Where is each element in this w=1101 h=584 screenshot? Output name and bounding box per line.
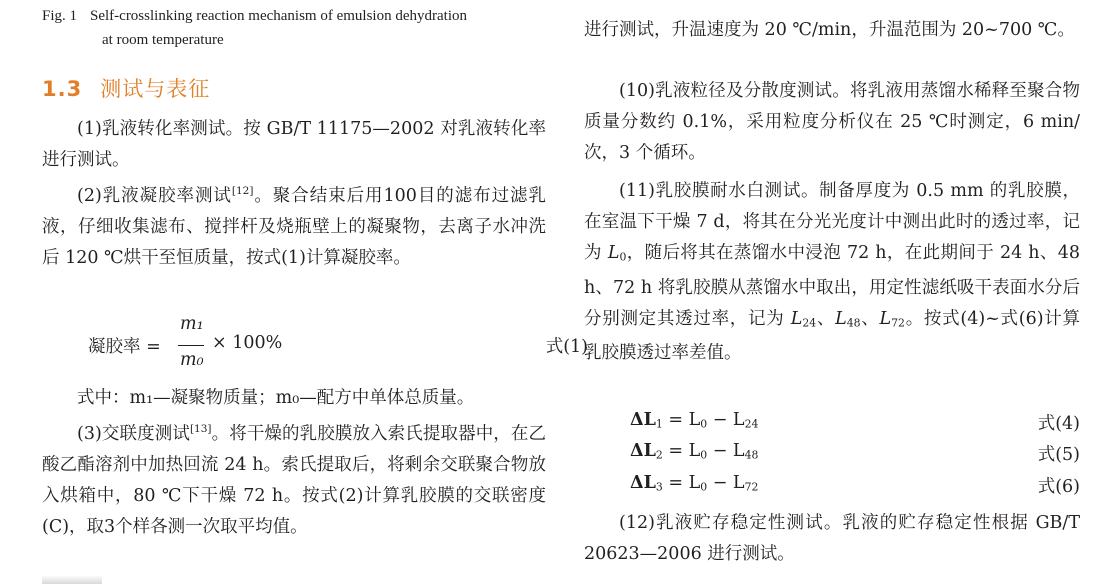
eq4-tag: 式(4) bbox=[1037, 414, 1080, 434]
equation-5: $\Delta L_2 = L_0 - L_{48}$ 式(5) bbox=[630, 441, 1080, 465]
equation-6: $\Delta L_3 = L_0 - L_{72}$ 式(6) bbox=[630, 473, 1080, 497]
paragraph-gel-rate bbox=[42, 176, 546, 274]
clipped-footer-text bbox=[42, 575, 102, 584]
eq1-fraction-bar bbox=[178, 345, 204, 346]
eq1-tag: 式(1) bbox=[545, 337, 588, 357]
gel-rate-title: (2)乳液凝胶率测试 bbox=[77, 185, 232, 206]
eq5-tag: 式(5) bbox=[1037, 445, 1080, 465]
equation-1 bbox=[88, 314, 588, 378]
eq1-denominator: m₀ bbox=[180, 350, 204, 370]
whitening-text-c: 。按式(4)~式(6)计算乳胶膜透过率差值。 bbox=[584, 308, 1081, 364]
whitening-text-a: (11)乳胶膜耐水白测试。制备厚度为 0.5 mm 的乳胶膜，在室温下干燥 7 d，将其在分光光度计中测出此时的透过率，记为 bbox=[584, 181, 1080, 263]
paragraph-crosslink bbox=[42, 414, 546, 543]
paragraph-storage: (12)乳液贮存稳定性测试。乳液的贮存稳定性根据 GB/T 20623—2006 进行测试。 bbox=[584, 513, 1080, 564]
eq1-numerator: m₁ bbox=[180, 314, 204, 334]
eq1-lhs: 凝胶率 = bbox=[88, 337, 161, 357]
paragraph-symbols: 式中：m₁—凝聚物质量；m₀—配方中单体总质量。 bbox=[77, 388, 475, 408]
paragraph-particle-size: (10)乳液粒径及分散度测试。将乳液用蒸馏水稀释至聚合物质量分数约 0.1%，采用粒度分析仪在 25 ℃时测定，6 min/次，3 个循环。 bbox=[584, 81, 1080, 163]
section-number: 1.3 bbox=[42, 77, 83, 101]
whitening-text-b: ，随后将其在蒸馏水中浸泡 72 h，在此期间于 24 h、48 h、72 h 将乳胶膜从蒸馏水中取出，用定性滤纸吸干表面水分后分别测定其透过率，记为 bbox=[584, 243, 1080, 329]
paragraph-thermo: 进行测试，升温速度为 20 ℃/min，升温范围为 20~700 ℃。 bbox=[584, 20, 1075, 40]
eq6-tag: 式(6) bbox=[1037, 477, 1080, 497]
equation-4: $\Delta L_1 = L_0 - L_{24}$ 式(4) bbox=[630, 410, 1080, 434]
caption-line-1: Self-crosslinking reaction mechanism of emulsion dehydration bbox=[90, 8, 467, 24]
symbol-L0: L bbox=[607, 243, 620, 263]
eq1-rest: × 100% bbox=[212, 333, 283, 353]
section-title: 测试与表征 bbox=[100, 77, 211, 101]
figure-label: Fig. 1 bbox=[42, 8, 78, 24]
figure-caption bbox=[42, 4, 552, 52]
citation-13: [13] bbox=[189, 423, 212, 435]
caption-line-2: at room temperature bbox=[102, 32, 224, 48]
section-heading bbox=[42, 73, 210, 103]
paragraph-water-whitening: (11)乳胶膜耐水白测试。制备厚度为 0.5 mm 的乳胶膜，在室温下干燥 7 d，将其在分光光度计中测出此时的透过率，记为 $L_0$，随后将其在蒸馏水中浸泡 72 h，在此期间于 24 h、48 h、72 h 将乳胶膜从蒸馏水中取出，用定性滤纸吸干表面水分后分别测定其透过率，记为 $L_{24}$、$L_{48}$、$L_{72}$。按式(4)~式(6)计算乳胶膜透过率差值。 bbox=[584, 181, 1081, 364]
citation-12: [12] bbox=[231, 185, 254, 197]
crosslink-title: (3)交联度测试 bbox=[77, 423, 190, 444]
paragraph-conversion-rate: (1)乳液转化率测试。按 GB/T 11175—2002 对乳液转化率进行测试。 bbox=[42, 119, 546, 170]
gel-rate-body: 。聚合结束后用100目的滤布过滤乳液，仔细收集滤布、搅拌杆及烧瓶壁上的凝聚物，去离子水冲洗后 120 ℃烘干至恒质量，按式(1)计算凝胶率。 bbox=[42, 185, 546, 268]
crosslink-body: 。将干燥的乳胶膜放入索氏提取器中，在乙酸乙酯溶剂中加热回流 24 h。索氏提取后，将剩余交联聚合物放入烘箱中，80 ℃下干燥 72 h。按式(2)计算乳胶膜的交联密度(C)，取3个样各测一次取平均值。 bbox=[42, 423, 547, 537]
